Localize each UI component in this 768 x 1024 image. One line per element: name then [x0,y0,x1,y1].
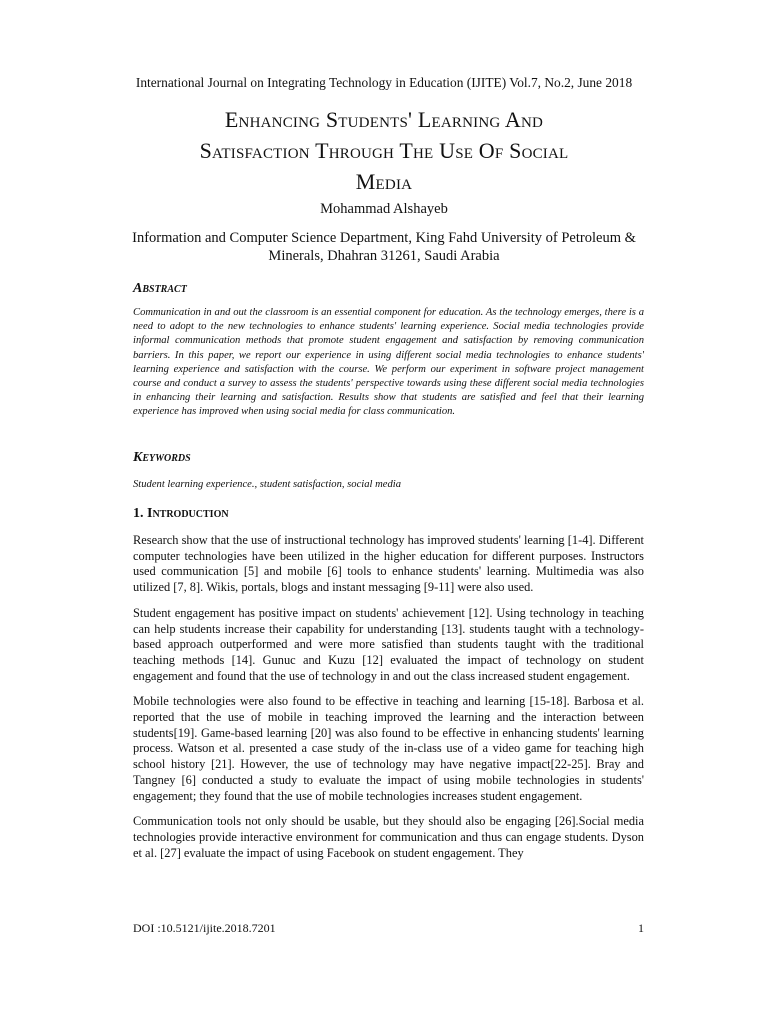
title-line: Enhancing Students' Learning And [224,107,544,132]
paragraph: Research show that the use of instructional technology has improved students' learning [1-4]. Different computer technologies have been utilized in the higher education for different purposes. Instructors used communication [5] and mobile [6] tools to enhance students' learning. Multimedia was also utilized [7, 8]. Wikis, portals, blogs and instant messaging [9-11] were also used. [133,533,644,595]
paper-title [100,104,668,197]
introduction-heading: 1. Introduction [133,506,229,521]
author-name: Mohammad Alshayeb [320,201,448,217]
introduction-body [133,533,644,871]
paragraph: Student engagement has positive impact on students' achievement [12]. Using technology in teaching can help students increase their capability for understanding [13]. students taught with a technology-based approach outperformed and were more satisfied than students taught with the traditional teaching methods [14]. Gunuc and Kuzu [12] evaluated the impact of technology on student engagement and found that the use of technology in and out the class increased student engagement. [133,605,644,683]
title-line: Media [355,169,413,194]
affiliation-line: Information and Computer Science Department, King Fahd University of Petroleum & [132,230,636,246]
keywords-text: Student learning experience., student satisfaction, social media [133,479,402,490]
abstract-text: Communication in and out the classroom is an essential component for education. As the technology emerges, there is a need to adopt to the new technologies to enhance students' learning experience. Social media technologies provide informal communication methods that promote student engagement and satisfaction by removing communication barriers. In this paper, we report our experience in using different social media technologies to enhance students' learning experience and satisfaction with the course. We perform our experiment in software project management course and conduct a survey to assess the students' perspective towards using these different social media technologies in enhancing their learning and satisfaction. Results show that students are satisfied and feel that their learning experience has improved when using social media for class communication. [133,307,644,418]
page-number: 1 [638,921,644,935]
title-line: Satisfaction Through The Use Of Social [199,138,569,163]
paragraph: Mobile technologies were also found to be effective in teaching and learning [15-18]. Barbosa et al. reported that the use of mobile in teaching improved the learning and the interaction between students[19]. Game-based learning [20] was also found to be effective in enhancing students' learning process. Watson et al. presented a case study of the in-class use of a video game for teaching high school history [21]. However, the use of technology may have negative impact[22-25]. Bray and Tangney [6] conducted a study to evaluate the impact of using mobile technologies in students' engagement; they found that the use of mobile technologies increases student engagement. [133,694,644,803]
author-affiliation [120,229,648,265]
paragraph: Communication tools not only should be usable, but they should also be engaging [26].Social media technologies provide interactive environment for communication and thus can engage students. Dyson et al. [27] evaluate the impact of using Facebook on student engagement. They [133,814,644,860]
journal-header: International Journal on Integrating Technology in Education (IJITE) Vol.7, No.2, June 2018 [135,75,633,90]
affiliation-line: Minerals, Dhahran 31261, Saudi Arabia [268,248,500,264]
keywords-heading: Keywords [133,450,191,465]
abstract-heading: Abstract [133,281,187,296]
doi-footer: DOI :10.5121/ijite.2018.7201 [133,921,276,935]
